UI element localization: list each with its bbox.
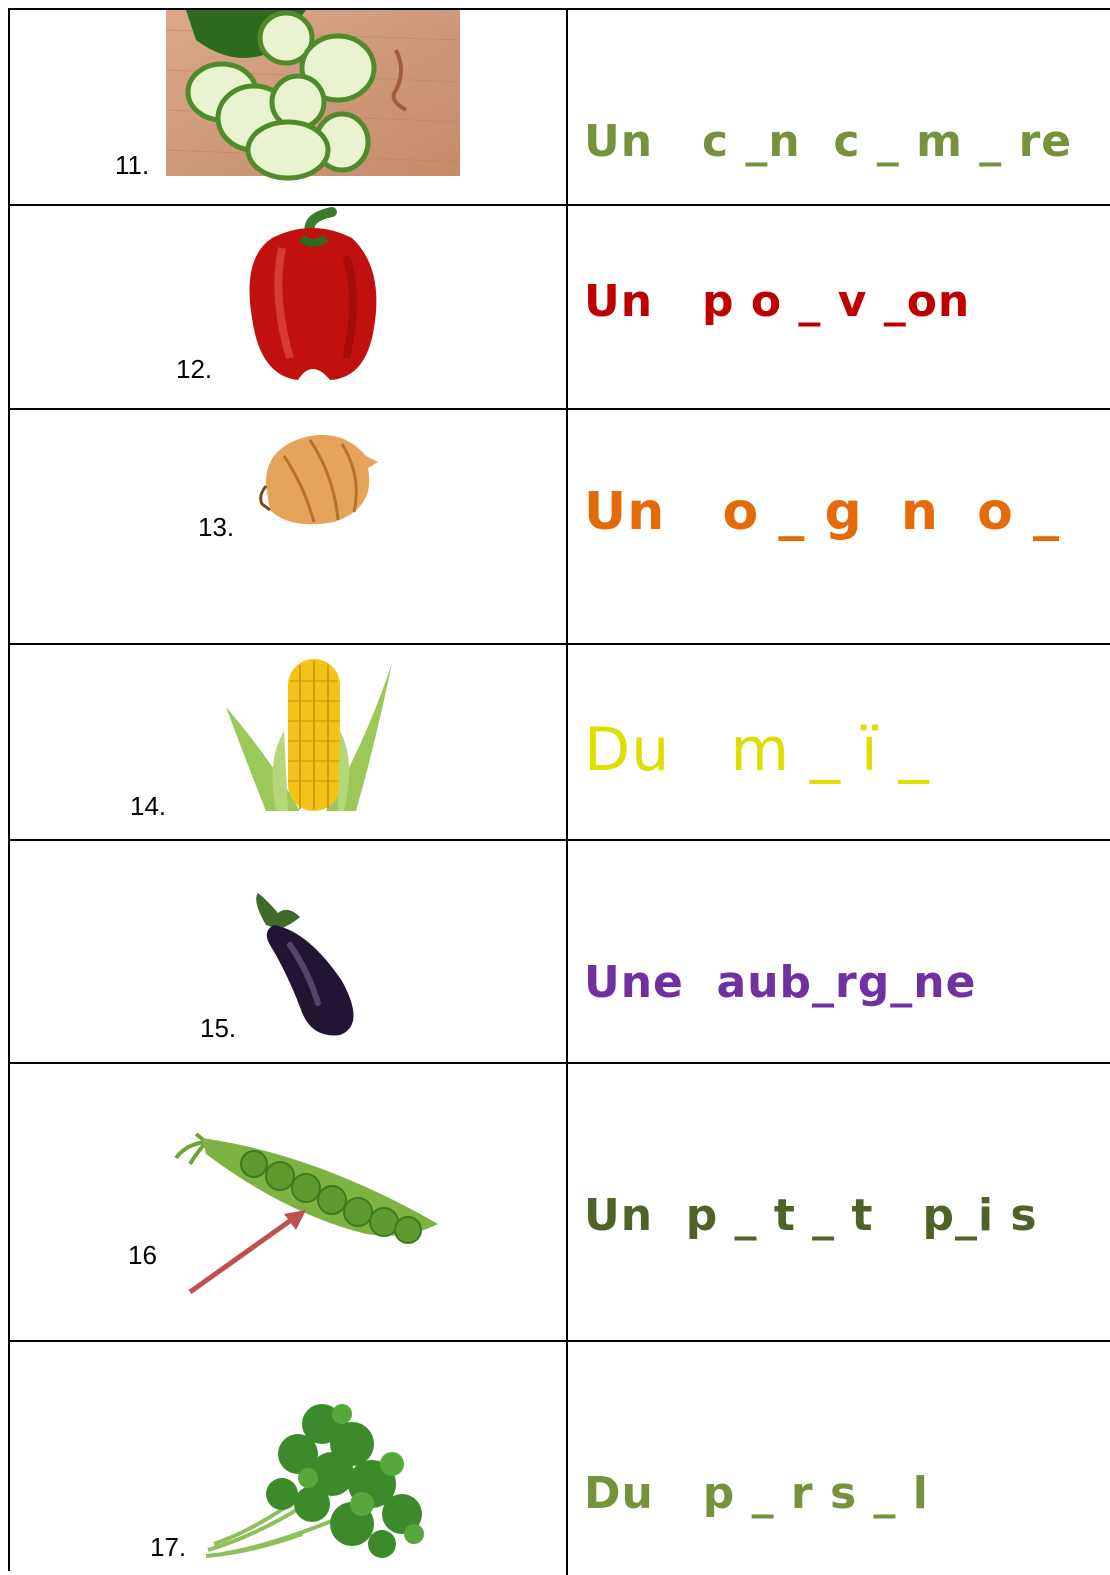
item-number: 12. [176, 354, 213, 384]
word-cell [568, 1342, 1110, 1575]
fill-in-word: Un p o _ v _on [584, 276, 971, 327]
eggplant-image [248, 891, 364, 1037]
table-row [10, 1342, 1110, 1575]
picture-cell [10, 1342, 568, 1575]
fill-in-word: Un o _ g n o _ [584, 482, 1060, 542]
cucumber-slices-image [166, 10, 460, 176]
onion-image [254, 426, 382, 530]
item-number: 11. [115, 150, 150, 180]
table-row [10, 645, 1110, 841]
corn-cob-image [216, 651, 400, 811]
word-cell [568, 410, 1110, 643]
word-cell [568, 206, 1110, 408]
picture-cell [10, 645, 568, 839]
item-number: 15. [200, 1013, 237, 1043]
fill-in-word: Une aub_rg_ne [584, 957, 977, 1008]
word-cell [568, 645, 1110, 839]
picture-cell [10, 206, 568, 408]
parsley-image [202, 1394, 428, 1564]
fill-in-word: Du p _ r s _ l [584, 1468, 929, 1519]
table-row [10, 410, 1110, 645]
item-number: 13. [198, 512, 235, 542]
pointer-arrow [190, 1218, 294, 1292]
red-pepper-image [242, 208, 384, 384]
word-cell [568, 1064, 1110, 1340]
word-cell [568, 841, 1110, 1062]
table-row [10, 841, 1110, 1064]
table-row [10, 206, 1110, 410]
picture-cell [10, 841, 568, 1062]
table-row [10, 10, 1110, 206]
table-row [10, 1064, 1110, 1342]
picture-cell [10, 1064, 568, 1340]
vocabulary-worksheet-table [8, 8, 1110, 1571]
word-cell [568, 10, 1110, 204]
pea-pod-image [166, 1124, 446, 1294]
fill-in-word: Un c _n c _ m _ re [584, 116, 1073, 167]
item-number: 17. [150, 1532, 187, 1562]
fill-in-word: Un p _ t _ t p_i s [584, 1190, 1038, 1241]
picture-cell [10, 10, 568, 204]
fill-in-word: Du m _ ï _ [584, 715, 930, 785]
item-number: 16 [128, 1240, 157, 1270]
picture-cell [10, 410, 568, 643]
item-number: 14. [130, 791, 167, 821]
